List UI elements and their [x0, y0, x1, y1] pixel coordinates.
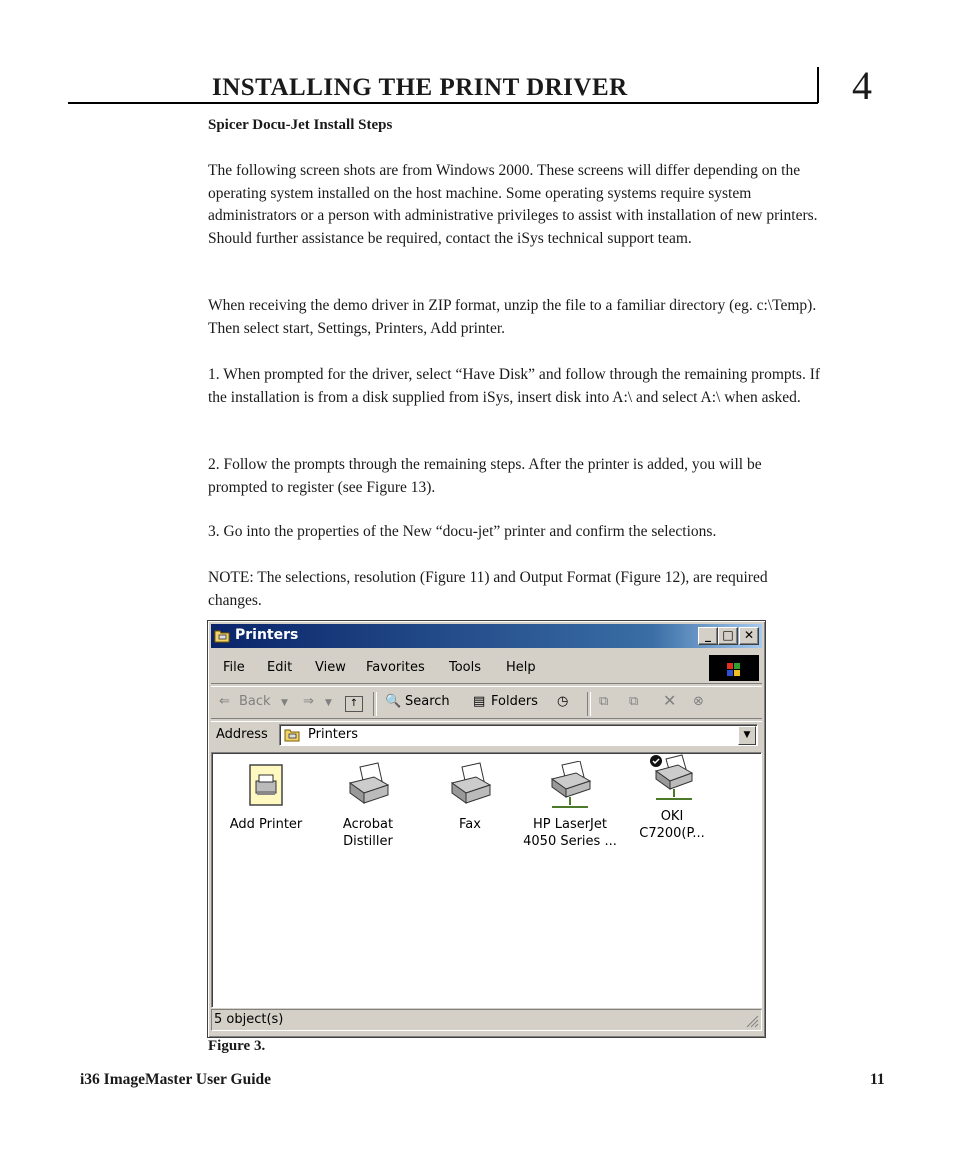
page-number: 11	[870, 1071, 885, 1088]
item-label-line1: Acrobat	[342, 817, 394, 832]
forward-dropdown-icon[interactable]: ▼	[325, 698, 332, 708]
paragraph-text: 3. Go into the properties of the New “docu-jet” printer and confirm the selections.	[208, 523, 717, 540]
printer-item-oki[interactable]	[622, 753, 722, 842]
printer-item-acrobat-distiller[interactable]	[318, 761, 418, 850]
printers-list	[211, 752, 762, 1008]
menu-favorites[interactable]: Favorites	[366, 660, 425, 675]
paragraph-text: NOTE: The selections, resolution (Figure 11) and Output Format (Figure 12), are required changes.	[208, 569, 768, 609]
paragraph-text: When receiving the demo driver in ZIP format, unzip the file to a familiar directory (eg. c:\Temp). Then select start, Settings, Printers, Add printer.	[208, 297, 817, 337]
add-printer-icon	[242, 761, 290, 811]
search-button[interactable]: Search	[405, 694, 450, 709]
fax-printer-icon	[446, 761, 494, 811]
paragraph-text: 2. Follow the prompts through the remaining steps. After the printer is added, you will be prompted to register (see Figure 13).	[208, 456, 762, 496]
item-label-line1: HP LaserJet	[532, 817, 607, 832]
menu-file[interactable]: File	[223, 660, 245, 675]
window-titlebar[interactable]	[211, 624, 762, 648]
item-label-line2: 4050 Series ...	[523, 834, 617, 849]
resize-grip-icon[interactable]	[745, 1014, 759, 1028]
paragraph-step-1	[208, 364, 823, 409]
window-title: Printers	[235, 627, 299, 643]
maximize-button[interactable]: □	[718, 627, 738, 645]
chapter-number: 4	[852, 63, 872, 108]
paragraph-note	[208, 567, 823, 612]
up-folder-icon[interactable]: ↑	[345, 696, 363, 712]
search-icon[interactable]: 🔍	[385, 694, 402, 709]
menu-edit[interactable]: Edit	[267, 660, 293, 675]
item-label-line2: C7200(P...	[639, 826, 705, 841]
header-divider	[817, 67, 819, 103]
printer-item-fax[interactable]	[420, 761, 520, 833]
paragraph-zip	[208, 295, 823, 340]
paragraph-text: 1. When prompted for the driver, select “Have Disk” and follow through the remaining prompts. If the installation is from a disk supplied from iSys, insert disk into A:\ and select A:\ when asked.	[208, 366, 821, 406]
chapter-title: INSTALLING THE PRINT DRIVER	[212, 74, 628, 101]
paragraph-intro	[208, 160, 823, 250]
back-arrow-icon: ⇐	[219, 694, 230, 709]
printers-folder-icon	[214, 628, 230, 643]
default-network-printer-icon	[648, 753, 696, 803]
toolbar-separator	[373, 692, 377, 716]
printer-icon	[344, 761, 392, 811]
item-label	[622, 808, 722, 842]
history-icon[interactable]: ◷	[557, 694, 569, 709]
toolbar-separator	[587, 692, 591, 716]
printers-window	[207, 620, 766, 1038]
paragraph-text: The following screen shots are from Windows 2000. These screens will differ depending on the operating system installed on the host machine. Some operating systems require system administrators or a person with administrative privileges to assist with installation of new printers. Should further assistance be required, contact the iSys technical support team.	[208, 162, 818, 247]
item-label: Add Printer	[229, 817, 303, 832]
windows-logo-icon	[709, 655, 759, 681]
paragraph-step-2	[208, 454, 823, 499]
copy-to-icon[interactable]: ⧉	[629, 694, 639, 709]
section-title: Spicer Docu-Jet Install Steps	[208, 117, 393, 133]
item-label	[318, 816, 418, 850]
printers-folder-icon	[284, 728, 300, 742]
minimize-button[interactable]: _	[698, 627, 718, 645]
folders-icon[interactable]: ▤	[473, 694, 486, 709]
item-label-line2: Distiller	[343, 834, 393, 849]
menu-tools[interactable]: Tools	[449, 660, 482, 675]
address-label: Address	[216, 727, 268, 742]
header-rule	[68, 102, 818, 104]
forward-button-icon[interactable]: ⇒	[303, 694, 314, 709]
figure-caption: Figure 3.	[208, 1038, 266, 1054]
item-label-line1: OKI	[660, 809, 684, 824]
back-button[interactable]: Back	[239, 694, 271, 709]
status-cell	[211, 1009, 762, 1031]
address-value: Printers	[308, 727, 359, 742]
delete-icon[interactable]: ✕	[663, 691, 677, 710]
toolbar	[211, 687, 762, 719]
menu-view[interactable]: View	[315, 660, 346, 675]
printer-item-add-printer[interactable]	[216, 761, 316, 833]
paragraph-step-3	[208, 521, 823, 544]
network-printer-icon	[546, 761, 594, 811]
undo-icon[interactable]: ⊗	[693, 694, 704, 709]
item-label	[520, 816, 620, 850]
status-bar	[211, 1009, 762, 1031]
printer-item-hp-laserjet[interactable]	[520, 761, 620, 850]
address-bar	[211, 721, 762, 749]
folders-button[interactable]: Folders	[491, 694, 538, 709]
back-dropdown-icon[interactable]: ▼	[281, 698, 288, 708]
address-input[interactable]	[279, 724, 758, 746]
move-to-icon[interactable]: ⧉	[599, 694, 609, 709]
close-button[interactable]: ✕	[739, 627, 759, 645]
item-label: Fax	[459, 817, 481, 832]
menu-help[interactable]: Help	[506, 660, 536, 675]
status-text: 5 object(s)	[214, 1012, 284, 1027]
menu-bar	[211, 653, 762, 681]
address-dropdown-button[interactable]: ▼	[738, 726, 756, 745]
footer-guide-title: i36 ImageMaster User Guide	[80, 1071, 271, 1088]
